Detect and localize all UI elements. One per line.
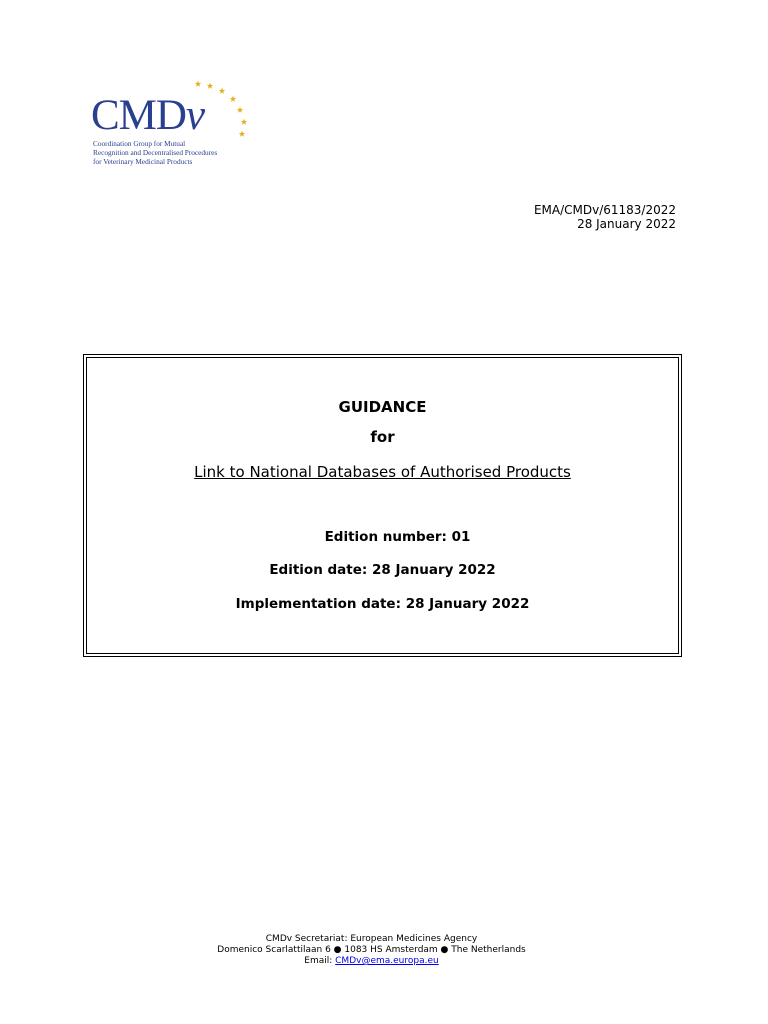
star-icon: [241, 119, 247, 125]
cmdv-logo: [88, 76, 260, 172]
document-reference: [534, 203, 676, 231]
star-icon: [195, 81, 201, 87]
implementation-date: Implementation date: 28 January 2022: [235, 596, 530, 612]
footer: [0, 934, 743, 967]
for-connector: for: [370, 428, 395, 446]
logo-subtitle: Coordination Group for Mutual Recognition and Decentralised Procedures for Veterinary Medicinal Products: [93, 139, 218, 166]
edition-number: Edition number: 01: [324, 529, 471, 545]
guidance-heading: GUIDANCE: [338, 398, 427, 416]
star-icon: [239, 131, 245, 137]
edition-date: Edition date: 28 January 2022: [269, 562, 496, 578]
star-icon: [207, 83, 213, 89]
reference-date: 28 January 2022: [577, 217, 676, 231]
footer-secretariat: CMDv Secretariat: European Medicines Agency: [265, 934, 478, 944]
title-box: [83, 354, 682, 657]
star-icon: [219, 88, 225, 94]
star-icon: [230, 96, 236, 102]
star-icon: [237, 107, 243, 113]
footer-email-line: Email: CMDv@ema.europa.eu: [304, 956, 439, 966]
email-link[interactable]: CMDv@ema.europa.eu: [335, 956, 439, 966]
footer-address: Domenico Scarlattilaan 6 ● 1083 HS Amsterdam ● The Netherlands: [217, 945, 526, 955]
logo-wordmark: CMDv: [91, 92, 205, 139]
reference-code: EMA/CMDv/61183/2022: [533, 203, 676, 217]
document-subject: Link to National Databases of Authorised Products: [194, 463, 571, 481]
